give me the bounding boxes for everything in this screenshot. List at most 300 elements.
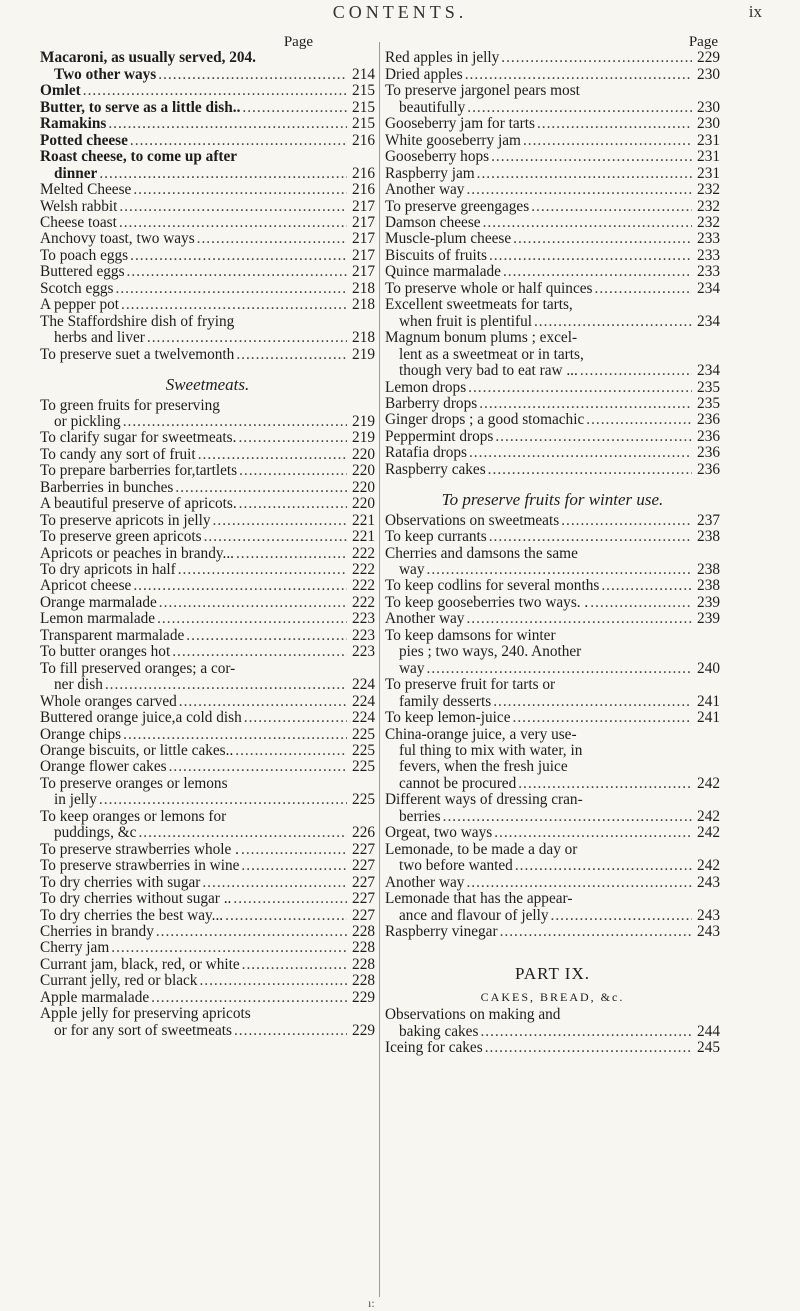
toc-entry-page: 241 xyxy=(697,709,720,727)
toc-entry xyxy=(40,264,375,280)
left-entries-sweetmeats xyxy=(40,398,375,1040)
toc-entry-label: To dry cherries the best way... xyxy=(40,906,224,924)
toc-entry xyxy=(40,908,375,924)
page-number: ix xyxy=(748,2,762,21)
toc-entry-line xyxy=(40,297,375,313)
toc-entry-continuation xyxy=(385,661,720,677)
toc-entry-label: To green fruits for preserving xyxy=(40,396,220,414)
toc-entry-line xyxy=(385,842,720,858)
toc-entry-label: Potted cheese xyxy=(40,131,128,149)
toc-leader-dots xyxy=(234,1023,347,1039)
toc-leader-dots xyxy=(235,743,347,759)
toc-entry xyxy=(385,611,720,627)
toc-entry xyxy=(40,776,375,809)
toc-entry-continuation xyxy=(385,347,720,363)
toc-entry-page: 218 xyxy=(352,296,375,314)
toc-entry-line xyxy=(40,990,375,1006)
page-header xyxy=(0,2,800,28)
toc-entry xyxy=(40,611,375,627)
toc-entry-label: A beautiful preserve of apricots. xyxy=(40,495,237,513)
toc-entry-label: To preserve strawberries whole . xyxy=(40,840,239,858)
toc-entry-line xyxy=(40,809,375,825)
toc-entry-label: Apple jelly for preserving apricots xyxy=(40,1005,251,1023)
toc-entry-line xyxy=(40,430,375,446)
toc-entry xyxy=(385,595,720,611)
toc-entry-page: 242 xyxy=(697,807,720,825)
toc-entry-line xyxy=(40,661,375,677)
toc-leader-dots xyxy=(123,414,347,430)
toc-entry-line xyxy=(40,759,375,775)
toc-leader-dots xyxy=(501,50,692,66)
toc-entry-label: Raspberry jam xyxy=(385,164,475,182)
toc-entry-label: Barberries in bunches xyxy=(40,478,174,496)
toc-entry-page: 217 xyxy=(352,246,375,264)
toc-entry-line xyxy=(385,1040,720,1056)
toc-leader-dots xyxy=(159,595,347,611)
toc-entry-continuation xyxy=(385,100,720,116)
toc-leader-dots xyxy=(157,611,347,627)
toc-leader-dots xyxy=(495,429,692,445)
toc-leader-dots xyxy=(242,100,347,116)
toc-entry xyxy=(40,546,375,562)
toc-entry xyxy=(40,990,375,1006)
toc-leader-dots xyxy=(468,380,692,396)
toc-entry-label: Magnum bonum plums ; excel- xyxy=(385,329,578,347)
toc-leader-dots xyxy=(561,513,692,529)
toc-entry xyxy=(385,396,720,412)
toc-entry-page: 239 xyxy=(697,593,720,611)
toc-entry xyxy=(385,215,720,231)
toc-leader-dots xyxy=(233,891,347,907)
right-entries-top xyxy=(385,50,720,478)
toc-leader-dots xyxy=(531,199,692,215)
toc-entry-page: 241 xyxy=(697,692,720,710)
toc-entry-line xyxy=(40,644,375,660)
toc-entry xyxy=(385,891,720,924)
toc-leader-dots xyxy=(99,792,347,808)
toc-entry-continuation xyxy=(385,858,720,874)
toc-leader-dots xyxy=(158,67,347,83)
toc-entry-page: 235 xyxy=(697,394,720,412)
toc-entry-label: A pepper pot xyxy=(40,296,120,314)
toc-entry xyxy=(40,447,375,463)
toc-entry-page: 228 xyxy=(352,972,375,990)
toc-entry xyxy=(40,743,375,759)
toc-entry-label: Two other ways xyxy=(54,65,157,83)
toc-entry-label: Orange biscuits, or little cakes.. xyxy=(40,742,234,760)
toc-entry-page: 222 xyxy=(352,593,375,611)
toc-entry-line xyxy=(40,513,375,529)
toc-entry-line xyxy=(385,429,720,445)
toc-leader-dots xyxy=(175,480,347,496)
toc-entry-page: 230 xyxy=(697,65,720,83)
toc-entry-label: Iceing for cakes xyxy=(385,1039,483,1057)
toc-entry-line xyxy=(385,248,720,264)
toc-entry-line xyxy=(385,891,720,907)
toc-entry-line xyxy=(385,875,720,891)
toc-entry-label: Currant jelly, red or black xyxy=(40,972,198,990)
toc-entry xyxy=(385,281,720,297)
toc-entry-continuation xyxy=(385,1024,720,1040)
toc-entry-label: Barberry drops xyxy=(385,394,478,412)
toc-entry xyxy=(40,83,375,99)
toc-leader-dots xyxy=(534,314,692,330)
right-page-label: Page xyxy=(688,34,718,50)
toc-entry-line xyxy=(385,116,720,132)
toc-entry-label: To preserve strawberries in wine xyxy=(40,857,240,875)
toc-entry xyxy=(385,513,720,529)
toc-entry-page: 244 xyxy=(697,1022,720,1040)
toc-leader-dots xyxy=(427,562,693,578)
toc-entry-label-continued: berries xyxy=(399,807,441,825)
toc-entry-line xyxy=(385,182,720,198)
toc-leader-dots xyxy=(479,396,692,412)
toc-entry-page: 238 xyxy=(697,528,720,546)
toc-entry-line xyxy=(40,50,375,66)
toc-entry xyxy=(385,83,720,116)
toc-entry-label: Cherry jam xyxy=(40,939,110,957)
toc-entry xyxy=(40,940,375,956)
toc-leader-dots xyxy=(198,447,347,463)
toc-entry-page: 221 xyxy=(352,511,375,529)
toc-entry xyxy=(40,809,375,842)
toc-leader-dots xyxy=(551,908,692,924)
toc-entry-line xyxy=(40,694,375,710)
toc-entry-page: 219 xyxy=(352,429,375,447)
toc-entry-page: 214 xyxy=(352,65,375,83)
toc-entry xyxy=(40,1006,375,1039)
toc-entry-page: 218 xyxy=(352,279,375,297)
toc-leader-dots xyxy=(513,710,692,726)
toc-entry xyxy=(385,297,720,330)
toc-entry-label: Roast cheese, to come up after xyxy=(40,148,238,166)
toc-entry-label-continued: herbs and liver xyxy=(54,329,145,347)
toc-entry-line xyxy=(385,462,720,478)
column-divider xyxy=(379,42,380,1297)
toc-entry xyxy=(40,957,375,973)
toc-leader-dots xyxy=(130,248,347,264)
toc-leader-dots xyxy=(513,231,692,247)
toc-entry xyxy=(40,314,375,347)
toc-entry xyxy=(385,116,720,132)
toc-entry-label-continued: ful thing to mix with water, in xyxy=(399,742,583,760)
toc-entry-continuation xyxy=(40,677,375,693)
toc-entry xyxy=(40,182,375,198)
toc-entry-line xyxy=(40,496,375,512)
toc-entry xyxy=(385,825,720,841)
toc-entry xyxy=(385,924,720,940)
toc-entry-line xyxy=(385,412,720,428)
toc-entry-page: 236 xyxy=(697,427,720,445)
toc-entry-line xyxy=(40,611,375,627)
toc-entry-label: Gooseberry jam for tarts xyxy=(385,115,535,133)
toc-entry-label: Another way xyxy=(385,181,465,199)
toc-entry xyxy=(385,842,720,875)
toc-entry-page: 220 xyxy=(352,495,375,513)
toc-leader-dots xyxy=(466,611,692,627)
toc-leader-dots xyxy=(537,116,692,132)
toc-entry-page: 234 xyxy=(697,312,720,330)
toc-leader-dots xyxy=(239,496,347,512)
toc-leader-dots xyxy=(493,694,692,710)
toc-entry-label-continued: puddings, &c xyxy=(54,824,137,842)
toc-entry-page: 224 xyxy=(352,676,375,694)
toc-entry-page: 234 xyxy=(697,279,720,297)
toc-entry-page: 229 xyxy=(352,988,375,1006)
toc-entry-label: Dried apples xyxy=(385,65,463,83)
toc-entry-label: To poach eggs xyxy=(40,246,129,264)
toc-entry-line xyxy=(40,858,375,874)
toc-entry-label-continued: family desserts xyxy=(399,692,492,710)
toc-entry-page: 227 xyxy=(352,906,375,924)
toc-entry-line xyxy=(40,710,375,726)
toc-entry-label-continued: ner dish xyxy=(54,676,103,694)
toc-entry-line xyxy=(40,67,375,83)
toc-entry-continuation xyxy=(385,694,720,710)
toc-entry-label: Cherries in brandy xyxy=(40,923,154,940)
toc-entry xyxy=(40,891,375,907)
toc-entry-line xyxy=(385,199,720,215)
toc-entry-page: 217 xyxy=(352,197,375,215)
toc-entry-page: 215 xyxy=(352,115,375,133)
toc-entry-label: To preserve apricots in jelly xyxy=(40,511,211,529)
toc-entry-label: To butter oranges hot xyxy=(40,643,171,661)
toc-entry-label: To preserve whole or half quinces xyxy=(385,279,593,297)
toc-entry-page: 232 xyxy=(697,197,720,215)
toc-leader-dots xyxy=(178,562,347,578)
toc-entry-label-continued: beautifully xyxy=(399,98,466,116)
toc-entry-page: 217 xyxy=(352,263,375,281)
toc-entry-continuation xyxy=(385,644,720,660)
toc-entry-label-continued: dinner xyxy=(54,164,98,182)
toc-leader-dots xyxy=(147,330,347,346)
toc-entry-line xyxy=(40,248,375,264)
toc-entry-label: Welsh rabbit xyxy=(40,197,118,215)
toc-entry-page: 233 xyxy=(697,246,720,264)
toc-entry-line xyxy=(40,546,375,562)
toc-leader-dots xyxy=(99,166,347,182)
toc-leader-dots xyxy=(121,297,347,313)
toc-entry-label: Melted Cheese xyxy=(40,181,132,199)
toc-leader-dots xyxy=(489,248,692,264)
toc-entry-line xyxy=(40,83,375,99)
toc-entry-page: 218 xyxy=(352,329,375,347)
toc-entry-continuation xyxy=(385,743,720,759)
toc-entry-label: Ramakins xyxy=(40,115,107,133)
toc-entry xyxy=(40,513,375,529)
toc-leader-dots xyxy=(119,199,347,215)
toc-entry-label: Lemon drops xyxy=(385,378,467,396)
toc-entry-label: Damson cheese xyxy=(385,213,481,231)
toc-entry-label: To preserve oranges or lemons xyxy=(40,774,228,792)
toc-entry-continuation xyxy=(40,1023,375,1039)
right-column xyxy=(385,34,720,1057)
toc-entry-label-continued: pies ; two ways, 240. Another xyxy=(399,643,582,661)
toc-leader-dots xyxy=(130,133,347,149)
toc-entry-line xyxy=(40,924,375,940)
toc-entry-line xyxy=(40,100,375,116)
toc-entry-line xyxy=(385,825,720,841)
toc-entry-page: 225 xyxy=(352,758,375,776)
toc-leader-dots xyxy=(488,462,692,478)
right-entries-part xyxy=(385,1007,720,1056)
toc-entry-page: 220 xyxy=(352,462,375,480)
toc-entry-line xyxy=(385,924,720,940)
toc-entry-continuation xyxy=(385,363,720,379)
toc-entry-label: Orange flower cakes xyxy=(40,758,167,776)
toc-entry xyxy=(385,149,720,165)
winter-section-title: To preserve fruits for winter use. xyxy=(441,490,664,510)
toc-leader-dots xyxy=(480,1024,692,1040)
toc-entry-label: White gooseberry jam xyxy=(385,131,521,149)
toc-entry-label: Apricot cheese xyxy=(40,577,132,595)
toc-entry xyxy=(385,1040,720,1056)
toc-entry-page: 228 xyxy=(352,939,375,957)
toc-entry-label: Excellent sweetmeats for tarts, xyxy=(385,296,573,314)
toc-entry-line xyxy=(40,562,375,578)
toc-entry xyxy=(385,199,720,215)
toc-entry-page: 242 xyxy=(697,774,720,792)
toc-leader-dots xyxy=(515,858,692,874)
toc-leader-dots xyxy=(586,412,692,428)
toc-entry-label: To keep oranges or lemons for xyxy=(40,807,227,825)
toc-leader-dots xyxy=(204,529,347,545)
toc-entry-label: To fill preserved oranges; a cor- xyxy=(40,659,236,677)
toc-leader-dots xyxy=(169,759,347,775)
toc-entry xyxy=(385,264,720,280)
toc-entry-label: Ratafia drops xyxy=(385,444,467,462)
toc-entry-continuation xyxy=(385,759,720,775)
toc-entry-label: Transparent marmalade xyxy=(40,626,185,644)
toc-entry-label: Lemonade, to be made a day or xyxy=(385,840,578,858)
toc-entry xyxy=(40,644,375,660)
toc-entry-label: Biscuits of fruits xyxy=(385,246,487,264)
toc-entry-page: 243 xyxy=(697,873,720,891)
left-entries-top xyxy=(40,50,375,363)
toc-entry-line xyxy=(40,940,375,956)
toc-entry-label: To dry apricots in half xyxy=(40,561,176,579)
toc-leader-dots xyxy=(116,281,348,297)
toc-entry-page: 237 xyxy=(697,511,720,529)
right-entries-winter xyxy=(385,513,720,941)
toc-leader-dots xyxy=(595,281,693,297)
toc-entry-page: 226 xyxy=(352,824,375,842)
toc-entry-line xyxy=(385,529,720,545)
toc-entry-page: 224 xyxy=(352,709,375,727)
toc-entry-line xyxy=(40,314,375,330)
toc-entry-line xyxy=(385,1007,720,1023)
toc-entry-label: The Staffordshire dish of frying xyxy=(40,312,235,330)
toc-entry xyxy=(40,875,375,891)
toc-leader-dots xyxy=(119,215,347,231)
toc-entry-label: Cherries and damsons the same xyxy=(385,544,578,562)
toc-entry-label: Raspberry vinegar xyxy=(385,923,498,940)
toc-entry xyxy=(385,429,720,445)
toc-entry-page: 222 xyxy=(352,561,375,579)
toc-entry-continuation xyxy=(385,314,720,330)
toc-leader-dots xyxy=(172,644,347,660)
toc-entry-label: To keep currants xyxy=(385,528,487,546)
toc-entry-line xyxy=(385,281,720,297)
toc-entry-label-continued: lent as a sweetmeat or in tarts, xyxy=(399,345,584,363)
toc-entry-label-continued: when fruit is plentiful xyxy=(399,312,532,330)
toc-entry-page: 242 xyxy=(697,824,720,842)
toc-leader-dots xyxy=(239,463,347,479)
toc-entry-page: 243 xyxy=(697,923,720,940)
toc-leader-dots xyxy=(213,513,347,529)
toc-entry-line xyxy=(385,677,720,693)
toc-leader-dots xyxy=(601,578,692,594)
toc-leader-dots xyxy=(199,973,347,989)
toc-entry-label: Raspberry cakes xyxy=(385,460,486,478)
toc-entry-page: 230 xyxy=(697,98,720,116)
toc-entry xyxy=(40,215,375,231)
toc-leader-dots xyxy=(427,661,693,677)
toc-entry-line xyxy=(385,380,720,396)
toc-entry xyxy=(40,759,375,775)
toc-leader-dots xyxy=(489,529,692,545)
toc-entry xyxy=(385,330,720,379)
toc-entry-line xyxy=(385,628,720,644)
toc-entry-line xyxy=(40,727,375,743)
signature-mark: ı: xyxy=(368,1296,375,1310)
toc-entry-label-continued: baking cakes xyxy=(399,1022,479,1040)
toc-entry xyxy=(385,133,720,149)
toc-entry-page: 227 xyxy=(352,840,375,858)
toc-leader-dots xyxy=(465,67,692,83)
toc-leader-dots xyxy=(236,546,347,562)
toc-entry xyxy=(385,462,720,478)
toc-entry xyxy=(40,199,375,215)
toc-entry xyxy=(385,445,720,461)
toc-entry-label-continued: cannot be procured xyxy=(399,774,517,792)
toc-leader-dots xyxy=(127,264,347,280)
toc-leader-dots xyxy=(179,694,347,710)
toc-entry-label: To preserve green apricots xyxy=(40,528,202,546)
toc-entry-label: Peppermint drops xyxy=(385,427,494,445)
toc-entry-label: Observations on making and xyxy=(385,1006,561,1024)
toc-entry xyxy=(40,116,375,132)
toc-leader-dots xyxy=(467,100,692,116)
toc-entry-page: 235 xyxy=(697,378,720,396)
toc-leader-dots xyxy=(466,875,692,891)
toc-leader-dots xyxy=(500,924,692,940)
toc-entry-page: 223 xyxy=(352,626,375,644)
toc-entry xyxy=(40,595,375,611)
toc-entry-page: 221 xyxy=(352,528,375,546)
toc-entry-page: 217 xyxy=(352,230,375,248)
toc-entry xyxy=(385,710,720,726)
toc-entry-label: Buttered eggs xyxy=(40,263,125,281)
toc-entry-page: 231 xyxy=(697,164,720,182)
toc-entry-label: Apple marmalade xyxy=(40,988,150,1006)
toc-leader-dots xyxy=(156,924,347,940)
toc-leader-dots xyxy=(151,990,347,1006)
toc-leader-dots xyxy=(133,182,347,198)
toc-entry xyxy=(40,727,375,743)
toc-entry-page: 238 xyxy=(697,561,720,579)
toc-entry-page: 216 xyxy=(352,164,375,182)
toc-entry xyxy=(385,67,720,83)
toc-entry-line xyxy=(40,347,375,363)
toc-entry-line xyxy=(40,447,375,463)
toc-entry-line xyxy=(40,957,375,973)
toc-entry xyxy=(385,412,720,428)
toc-entry-label: To dry cherries without sugar .. xyxy=(40,890,232,908)
toc-entry xyxy=(40,231,375,247)
toc-entry-page: 238 xyxy=(697,577,720,595)
toc-entry-label: Scotch eggs xyxy=(40,279,114,297)
